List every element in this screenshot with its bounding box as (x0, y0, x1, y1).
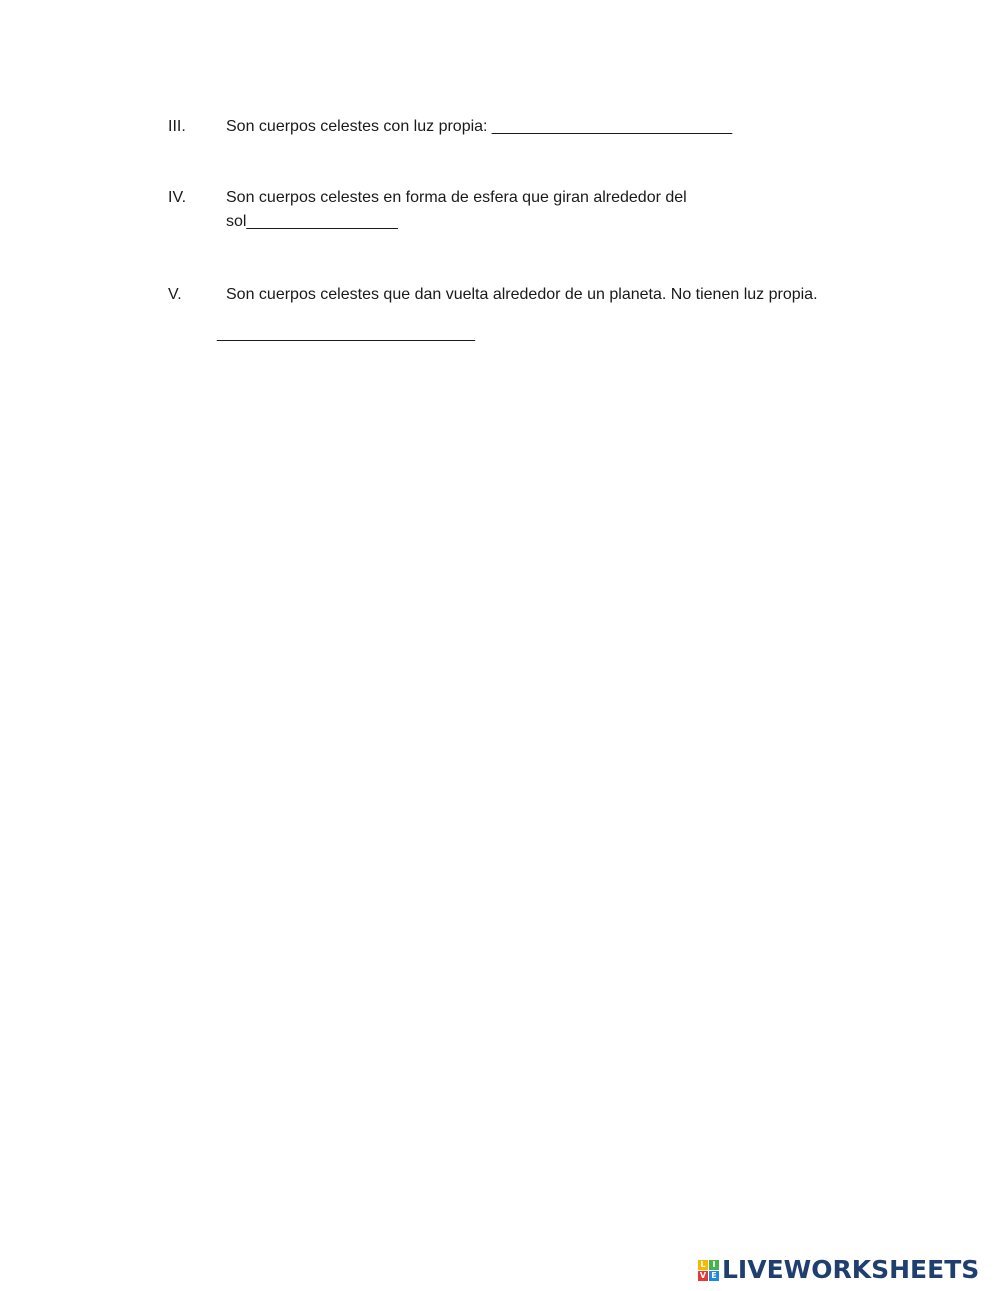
question-number: IV. (168, 189, 187, 206)
logo-mark-letter: E (709, 1271, 719, 1281)
question-text: Son cuerpos celestes que dan vuelta alrededor de un planeta. No tienen luz propia. (226, 286, 818, 303)
logo-mark-letter: V (699, 1270, 707, 1280)
question-number: III. (168, 118, 186, 135)
liveworksheets-logo (698, 1255, 979, 1285)
logo-mark-icon (698, 1260, 719, 1281)
question-text: Son cuerpos celestes con luz propia: ___________________________ (226, 118, 733, 135)
logo-mark-letter: I (709, 1260, 719, 1270)
question-text-line-1: Son cuerpos celestes en forma de esfera que giran alrededor del (226, 189, 687, 206)
answer-blank-line: _____________________________ (217, 325, 476, 342)
logo-text: LIVEWORKSHEETS (722, 1255, 980, 1284)
question-number: V. (168, 286, 182, 303)
question-text (226, 186, 687, 234)
question-text-line-2: sol_________________ (226, 213, 398, 230)
logo-mark-letter: L (698, 1260, 708, 1270)
